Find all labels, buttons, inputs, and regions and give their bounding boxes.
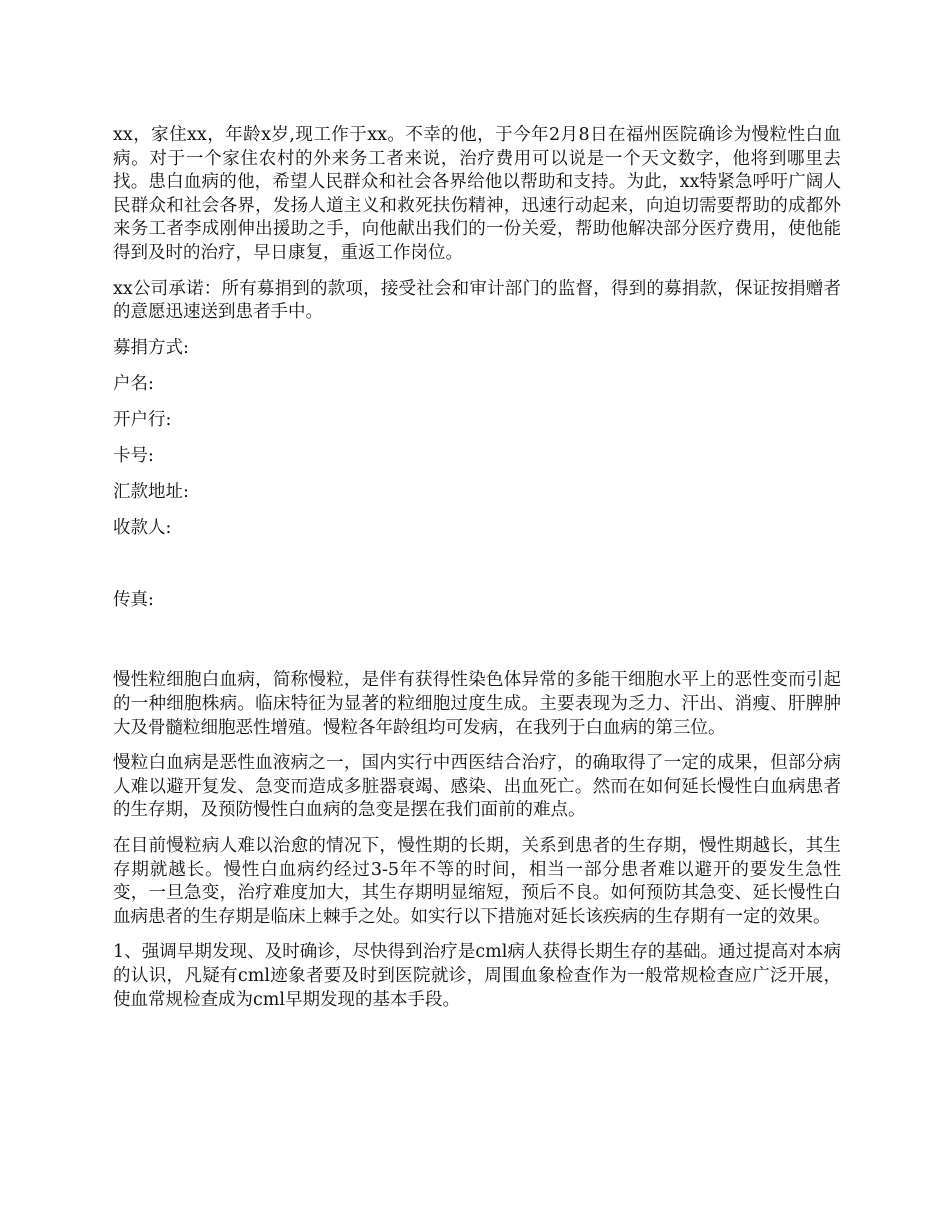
article-paragraph-3: 在目前慢粒病人难以治愈的情况下，慢性期的长期，关系到患者的生存期，慢性期越长，其生存期就越长。慢性白血病约经过3-5年不等的时间，相当一部分患者难以避开的要发生急性变，一旦急变，治疗难度加大，其生存期明显缩短，预后不良。如何预防其急变、延长慢性白血病患者的生存期是临床上棘手之处。如实行以下措施对延长该疾病的生存期有一定的效果。 xyxy=(113,835,841,927)
article-paragraph-2: 慢粒白血病是恶性血液病之一，国内实行中西医结合治疗，的确取得了一定的成果，但部分病人难以避开复发、急变而造成多脏器衰竭、感染、出血死亡。然而在如何延长慢性白血病患者的生存期，及预防慢性白血病的急变是摆在我们面前的难点。 xyxy=(113,753,841,821)
article-paragraph-4: 1、强调早期发现、及时确诊，尽快得到治疗是cml病人获得长期生存的基础。通过提高对本病的认识，凡疑有cml迹象者要及时到医院就诊，周围血象检查作为一般常规检查应广泛开展，使血常规检查成为cml早期发现的基本手段。 xyxy=(113,942,841,1010)
intro-paragraph: xx，家住xx，年龄x岁,现工作于xx。不幸的他，于今年2月8日在福州医院确诊为慢粒性白血病。对于一个家住农村的外来务工者来说，治疗费用可以说是一个天文数字，他将到哪里去找。患白血病的他，希望人民群众和社会各界给他以帮助和支持。为此，xx特紧急呼吁广阔人民群众和社会各界，发扬人道主义和救死扶伤精神，迅速行动起来，向迫切需要帮助的成都外来务工者李成刚伸出援助之手，向他献出我们的一份关爱，帮助他解决部分医疗费用，使他能得到及时的治疗，早日康复，重返工作岗位。 xyxy=(113,125,841,263)
spacer xyxy=(113,553,841,589)
card-number-label: 卡号: xyxy=(113,446,154,467)
bank-label: 开户行: xyxy=(113,409,172,430)
document-body xyxy=(113,124,841,1024)
promise-paragraph: xx公司承诺：所有募捐到的款项，接受社会和审计部门的监督，得到的募捐款，保证按捐赠者的意愿迅速送到患者手中。 xyxy=(113,278,841,323)
fax-label: 传真: xyxy=(113,590,154,611)
payee-label: 收款人: xyxy=(113,518,172,539)
remittance-address-label: 汇款地址: xyxy=(113,482,189,503)
account-name-label: 户名: xyxy=(113,373,154,394)
article-paragraph-1: 慢性粒细胞白血病，简称慢粒，是伴有获得性染色体异常的多能干细胞水平上的恶性变而引起的一种细胞株病。临床特征为显著的粒细胞过度生成。主要表现为乏力、汗出、消瘦、肝脾肿大及骨髓粒细胞恶性增殖。慢粒各年龄组均可发病，在我列于白血病的第三位。 xyxy=(113,670,841,738)
spacer xyxy=(113,625,841,669)
donation-method-label: 募捐方式: xyxy=(113,337,189,358)
